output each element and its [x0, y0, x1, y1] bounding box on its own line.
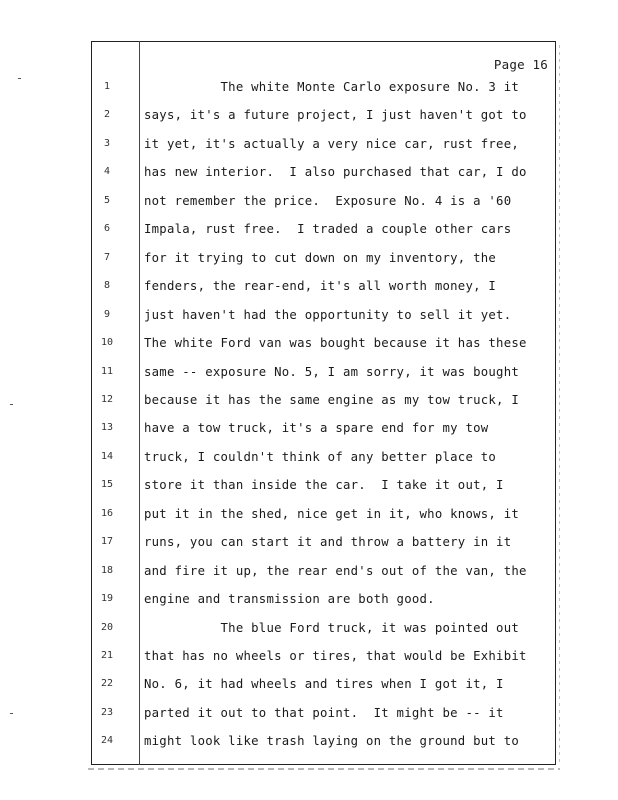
- transcript-line: just haven't had the opportunity to sell it yet.: [144, 307, 512, 322]
- transcript-line: have a tow truck, it's a spare end for my tow: [144, 421, 489, 436]
- transcript-line: and fire it up, the rear end's out of the van, the: [144, 563, 527, 578]
- scan-speck: [18, 78, 21, 79]
- line-number: 14: [100, 450, 114, 462]
- transcript-line: put it in the shed, nice get in it, who knows, it: [144, 506, 520, 521]
- line-number: 17: [100, 536, 114, 548]
- transcript-line: parted it out to that point. It might be -- it: [144, 705, 504, 720]
- scan-speck: [10, 713, 13, 714]
- transcript-line: for it trying to cut down on my inventory, the: [144, 250, 497, 265]
- line-number: 11: [100, 365, 114, 377]
- line-number: 20: [100, 621, 114, 633]
- line-number: 6: [103, 223, 111, 235]
- line-number: 22: [100, 678, 114, 690]
- line-number: 8: [103, 280, 111, 292]
- transcript-line: says, it's a future project, I just haven't got to: [144, 108, 527, 123]
- line-number: 16: [100, 507, 114, 519]
- line-number: 3: [103, 137, 111, 149]
- line-number: 9: [103, 308, 111, 320]
- transcript-line: The white Monte Carlo exposure No. 3 it: [144, 80, 520, 94]
- scan-bottom-edge: [88, 768, 560, 770]
- scan-right-edge: [559, 45, 560, 765]
- line-number: 5: [103, 194, 111, 206]
- page-number: Page 16: [493, 57, 548, 72]
- line-number-margin-rule: [139, 41, 140, 765]
- line-number: 15: [100, 479, 114, 491]
- transcript-line: fenders, the rear-end, it's all worth money, I: [144, 279, 497, 294]
- transcript-line: Impala, rust free. I traded a couple other cars: [144, 222, 512, 237]
- transcript-line: has new interior. I also purchased that car, I do: [144, 165, 527, 180]
- line-number: 13: [100, 422, 114, 434]
- transcript-line: because it has the same engine as my tow truck, I: [144, 392, 520, 407]
- line-number: 2: [103, 109, 111, 121]
- line-number: 1: [103, 81, 111, 92]
- line-number: 12: [100, 393, 114, 405]
- transcript-line: engine and transmission are both good.: [144, 592, 435, 607]
- scan-speck: [10, 404, 13, 405]
- transcript-line: The white Ford van was bought because it has these: [144, 336, 527, 351]
- line-number: 19: [100, 593, 114, 605]
- line-number: 10: [100, 337, 114, 349]
- transcript-line: that has no wheels or tires, that would be Exhibit: [144, 649, 527, 663]
- line-number: 21: [100, 650, 114, 661]
- line-number: 7: [103, 251, 111, 263]
- transcript-line: same -- exposure No. 5, I am sorry, it was bought: [144, 364, 520, 379]
- transcript-line: runs, you can start it and throw a battery in it: [144, 535, 512, 550]
- transcript-line: No. 6, it had wheels and tires when I got it, I: [144, 677, 504, 692]
- transcript-line: it yet, it's actually a very nice car, rust free,: [144, 136, 520, 151]
- transcript-line: The blue Ford truck, it was pointed out: [144, 620, 520, 635]
- transcript-line: store it than inside the car. I take it out, I: [144, 478, 504, 493]
- line-number: 4: [103, 166, 111, 178]
- transcript-line: not remember the price. Exposure No. 4 is a '60: [144, 193, 512, 208]
- transcript-line: might look like trash laying on the ground but to: [144, 734, 520, 749]
- line-number: 24: [100, 735, 114, 747]
- line-number: 18: [100, 564, 114, 576]
- transcript-line: truck, I couldn't think of any better place to: [144, 449, 497, 464]
- line-number: 23: [100, 706, 114, 718]
